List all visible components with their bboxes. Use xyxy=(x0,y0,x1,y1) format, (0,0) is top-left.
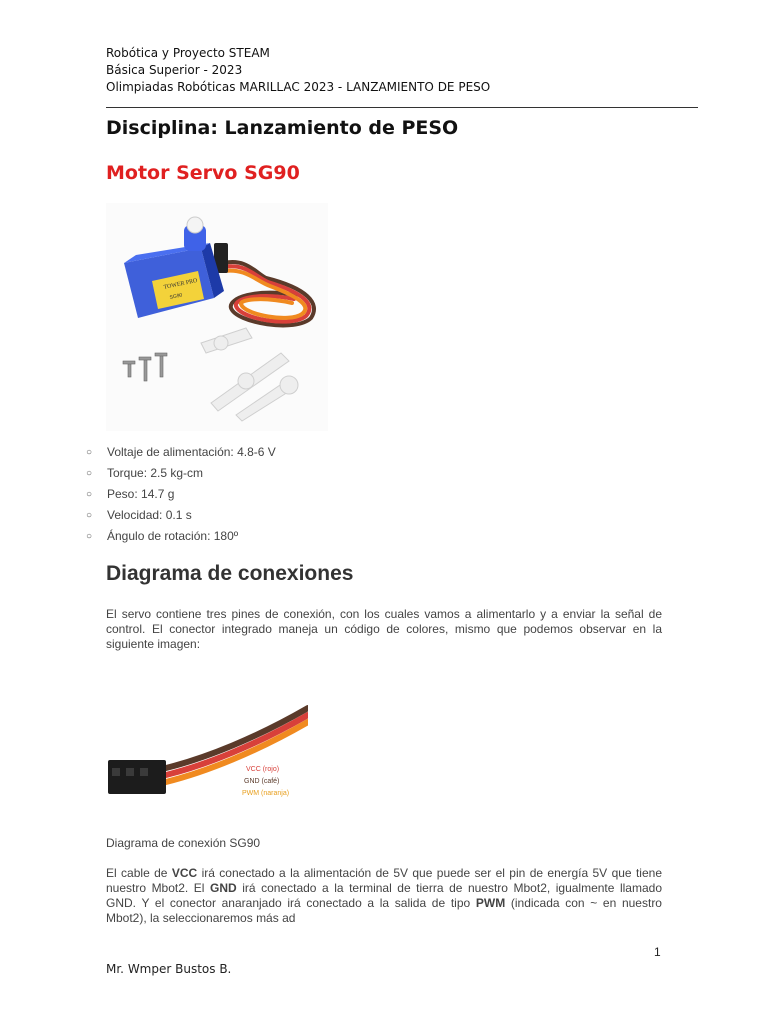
page-title: Disciplina: Lanzamiento de PESO xyxy=(106,117,459,139)
bullet-icon: ○ xyxy=(86,510,93,521)
page-header xyxy=(106,45,490,96)
bullet-icon: ○ xyxy=(86,447,93,458)
bullet-icon: ○ xyxy=(86,531,93,542)
spec-voltage: Voltaje de alimentación: 4.8-6 V xyxy=(107,445,276,459)
intro-paragraph: El servo contiene tres pines de conexión, con los cuales vamos a alimentarlo y a enviar la señal de control. El conector integrado maneja un código de colores, mismo que podemos observar en la siguiente imagen: xyxy=(106,607,662,651)
gnd-wire-label: GND (café) xyxy=(244,778,280,785)
spec-speed: Velocidad: 0.1 s xyxy=(107,508,192,522)
list-item xyxy=(86,444,276,465)
header-line-2: Básica Superior - 2023 xyxy=(106,63,243,77)
header-divider xyxy=(106,107,698,108)
spec-torque: Torque: 2.5 kg-cm xyxy=(107,466,204,480)
header-line-1: Robótica y Proyecto STEAM xyxy=(106,46,270,60)
vcc-wire-label: VCC (rojo) xyxy=(246,766,280,773)
motor-heading: Motor Servo SG90 xyxy=(106,162,300,184)
body-paragraph xyxy=(106,866,662,926)
list-item xyxy=(86,507,276,528)
list-item xyxy=(86,486,276,507)
body-text-2: irá conectado a la alimentación de 5V que puede ser el pin de energía 5V que tiene nuestro Mbot2. El xyxy=(106,866,662,895)
spec-rotation: Ángulo de rotación: 180º xyxy=(107,529,239,543)
gnd-term: GND xyxy=(210,881,237,895)
vcc-term: VCC xyxy=(171,866,198,880)
spec-list xyxy=(86,444,276,549)
pwm-term: PWM xyxy=(475,896,506,910)
body-text-3: irá conectado a la terminal de tierra de nuestro Mbot2, igualmente llamado GND. Y el conector anaranjado irá conectado a la salida de tipo xyxy=(106,881,662,910)
list-item xyxy=(86,528,276,549)
bullet-icon: ○ xyxy=(86,489,93,500)
list-item xyxy=(86,465,276,486)
page-footer: Mr. Wmper Bustos B. xyxy=(106,962,232,976)
cable-connector-photo xyxy=(106,672,308,820)
figure-caption: Diagrama de conexión SG90 xyxy=(106,836,261,850)
servo-model-label: SG90 xyxy=(169,292,183,301)
body-text-4: (indicada con ~ en nuestro Mbot2), la seleccionaremos más ad xyxy=(106,896,662,925)
pwm-wire-label: PWM (naranja) xyxy=(242,790,290,797)
servo-photo xyxy=(106,203,328,431)
servo-brand-label: TOWER PRO xyxy=(163,277,199,291)
section-title: Diagrama de conexiones xyxy=(106,562,354,585)
bullet-icon: ○ xyxy=(86,468,93,479)
spec-weight: Peso: 14.7 g xyxy=(107,487,175,501)
header-line-3: Olimpiadas Robóticas MARILLAC 2023 - LANZAMIENTO DE PESO xyxy=(106,80,491,94)
body-text-1: El cable de xyxy=(106,866,172,880)
page-number: 1 xyxy=(654,945,661,959)
